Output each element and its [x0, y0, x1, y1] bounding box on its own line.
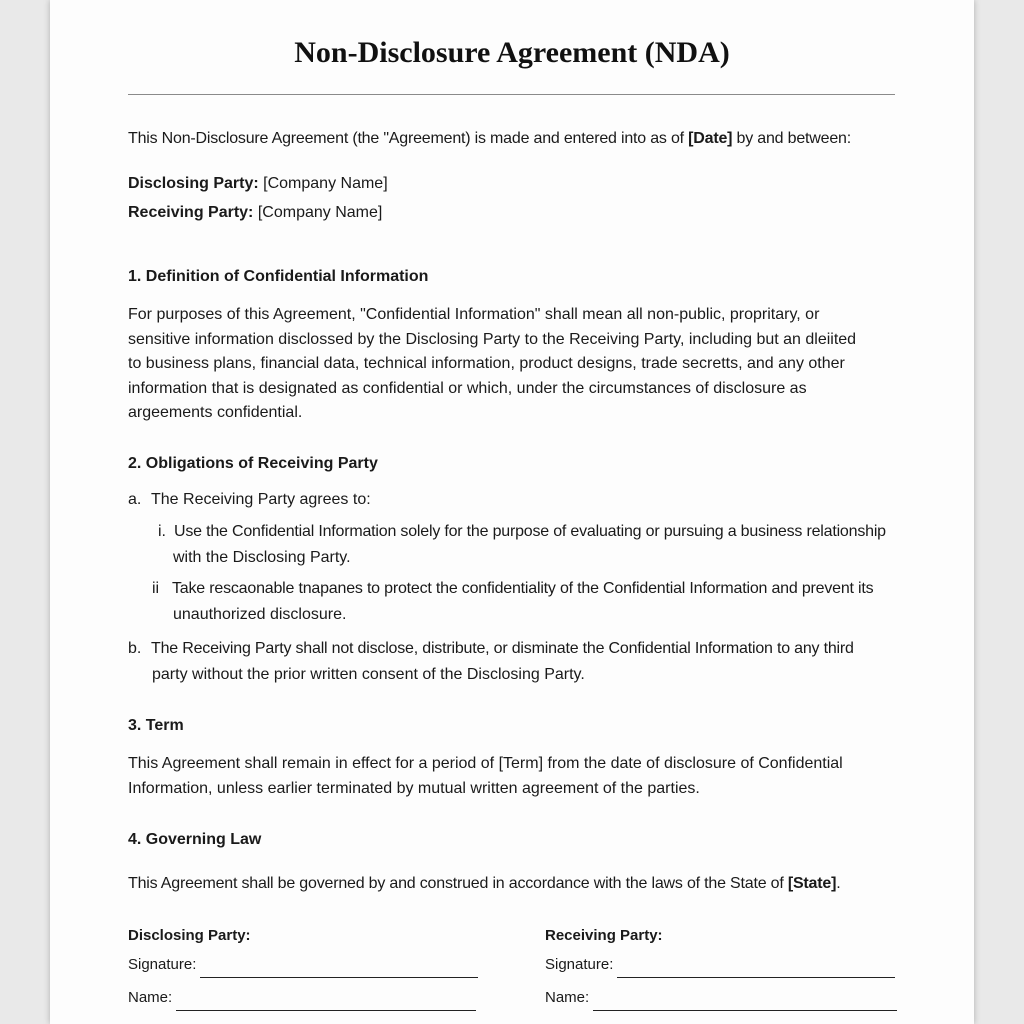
intro-date-placeholder: [Date] — [688, 130, 733, 147]
receiving-signature-line[interactable] — [617, 963, 895, 978]
receiving-signature-heading: Receiving Party: — [545, 927, 663, 944]
clause-i-line: Use the Confidential Information solely for the purpose of evaluating or pursuing a business relationship — [174, 523, 886, 540]
clause-a-label: a. — [128, 491, 142, 508]
disclosing-name-line[interactable] — [176, 996, 476, 1011]
section4-before: This Agreement shall be governed by and construed in accordance with the laws of the State of — [128, 875, 788, 892]
disclosing-signature-label: Signature: — [128, 956, 197, 973]
section4-paragraph — [128, 872, 840, 897]
disclosing-party-value: [Company Name] — [258, 175, 388, 192]
section2-heading: 2. Obligations of Receiving Party — [128, 455, 378, 472]
receiving-name-label: Name: — [545, 989, 590, 1006]
disclosing-signature-line[interactable] — [200, 963, 478, 978]
clause-i-label: i. — [158, 523, 166, 540]
clause-i-line: with the Disclosing Party. — [173, 549, 351, 566]
receiving-name-row — [545, 986, 897, 1011]
receiving-signature-row — [545, 953, 895, 978]
clause-ii-label: ii — [152, 580, 160, 597]
clause-ii-line: unauthorized disclosure. — [173, 606, 347, 623]
clause-ii-line: Take rescaonable tnapanes to protect the confidentiality of the Confidential Information and prevent its — [172, 580, 874, 597]
disclosing-party-label: Disclosing Party: — [128, 175, 259, 192]
clause-b-line: The Receiving Party shall not disclose, distribute, or disminate the Confidential Information to any third — [151, 640, 854, 657]
disclosing-party-line — [128, 172, 388, 197]
section1-line: For purposes of this Agreement, "Confidential Information" shall mean all non-public, propritary, or — [128, 306, 820, 323]
section3-line: This Agreement shall remain in effect for a period of [Term] from the date of disclosure of Confidential — [128, 755, 843, 772]
document-title: Non-Disclosure Agreement (NDA) — [294, 36, 730, 69]
intro-paragraph — [128, 127, 851, 152]
clause-a-text: The Receiving Party agrees to: — [151, 491, 371, 508]
receiving-party-label: Receiving Party: — [128, 204, 254, 221]
disclosing-name-row — [128, 986, 476, 1011]
section1-line: information that is designated as confidential or which, under the circumstances of disclosure as — [128, 380, 807, 397]
intro-after: by and between: — [732, 130, 851, 147]
section1-line: to business plans, financial data, technical information, product designs, trade secretts, and any other — [128, 355, 845, 372]
section3-heading: 3. Term — [128, 717, 184, 734]
intro-before: This Non-Disclosure Agreement (the "Agreement) is made and entered into as of — [128, 130, 689, 147]
section3-line: Information, unless earlier terminated by mutual written agreement of the parties. — [128, 780, 700, 797]
disclosing-name-label: Name: — [128, 989, 173, 1006]
section4-heading: 4. Governing Law — [128, 831, 262, 848]
state-placeholder: [State] — [787, 875, 837, 892]
receiving-party-value: [Company Name] — [253, 204, 383, 221]
disclosing-signature-heading: Disclosing Party: — [128, 927, 251, 944]
receiving-name-line[interactable] — [593, 996, 897, 1011]
section4-after: . — [836, 875, 841, 892]
section1-line: sensitive information disclossed by the Disclosing Party to the Receiving Party, including but an dleiited — [128, 331, 857, 348]
receiving-party-line — [128, 201, 382, 226]
clause-b-label: b. — [128, 640, 142, 657]
disclosing-signature-row — [128, 953, 478, 978]
section1-heading: 1. Definition of Confidential Information — [128, 268, 429, 285]
document-page — [50, 0, 974, 1024]
title-divider — [128, 94, 895, 95]
section1-line: argeements confidential. — [128, 404, 303, 421]
receiving-signature-label: Signature: — [545, 956, 614, 973]
clause-b-line: party without the prior written consent of the Disclosing Party. — [152, 666, 585, 683]
